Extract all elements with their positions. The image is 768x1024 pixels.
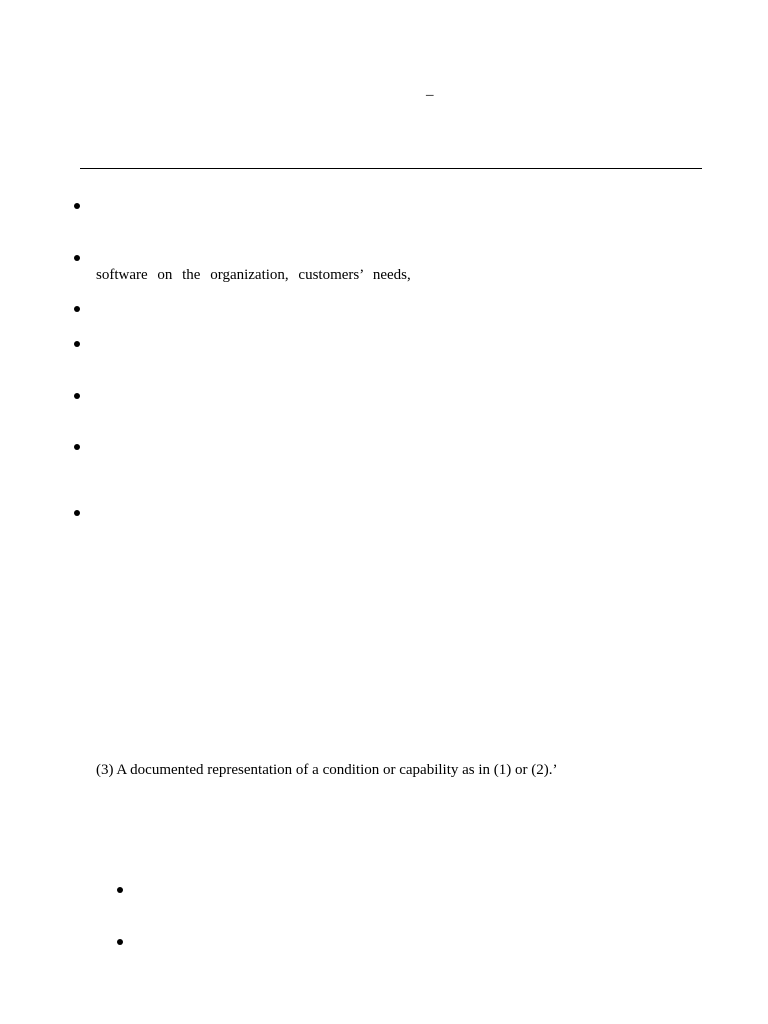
horizontal-rule (80, 168, 702, 169)
definition-item-3: (3) A documented representation of a condition or capability as in (1) or (2).’ (96, 762, 558, 778)
bullet-5 (74, 393, 80, 399)
bullet-6 (74, 444, 80, 450)
bullet-2-text: software on the organization, customers’ needs, (96, 267, 411, 283)
bullet-3 (74, 306, 80, 312)
sub-bullet-1 (117, 887, 123, 893)
bullet-4 (74, 341, 80, 347)
title-dash: – (426, 87, 434, 103)
bullet-2 (74, 255, 80, 261)
sub-bullet-2 (117, 939, 123, 945)
bullet-1 (74, 203, 80, 209)
bullet-7 (74, 510, 80, 516)
